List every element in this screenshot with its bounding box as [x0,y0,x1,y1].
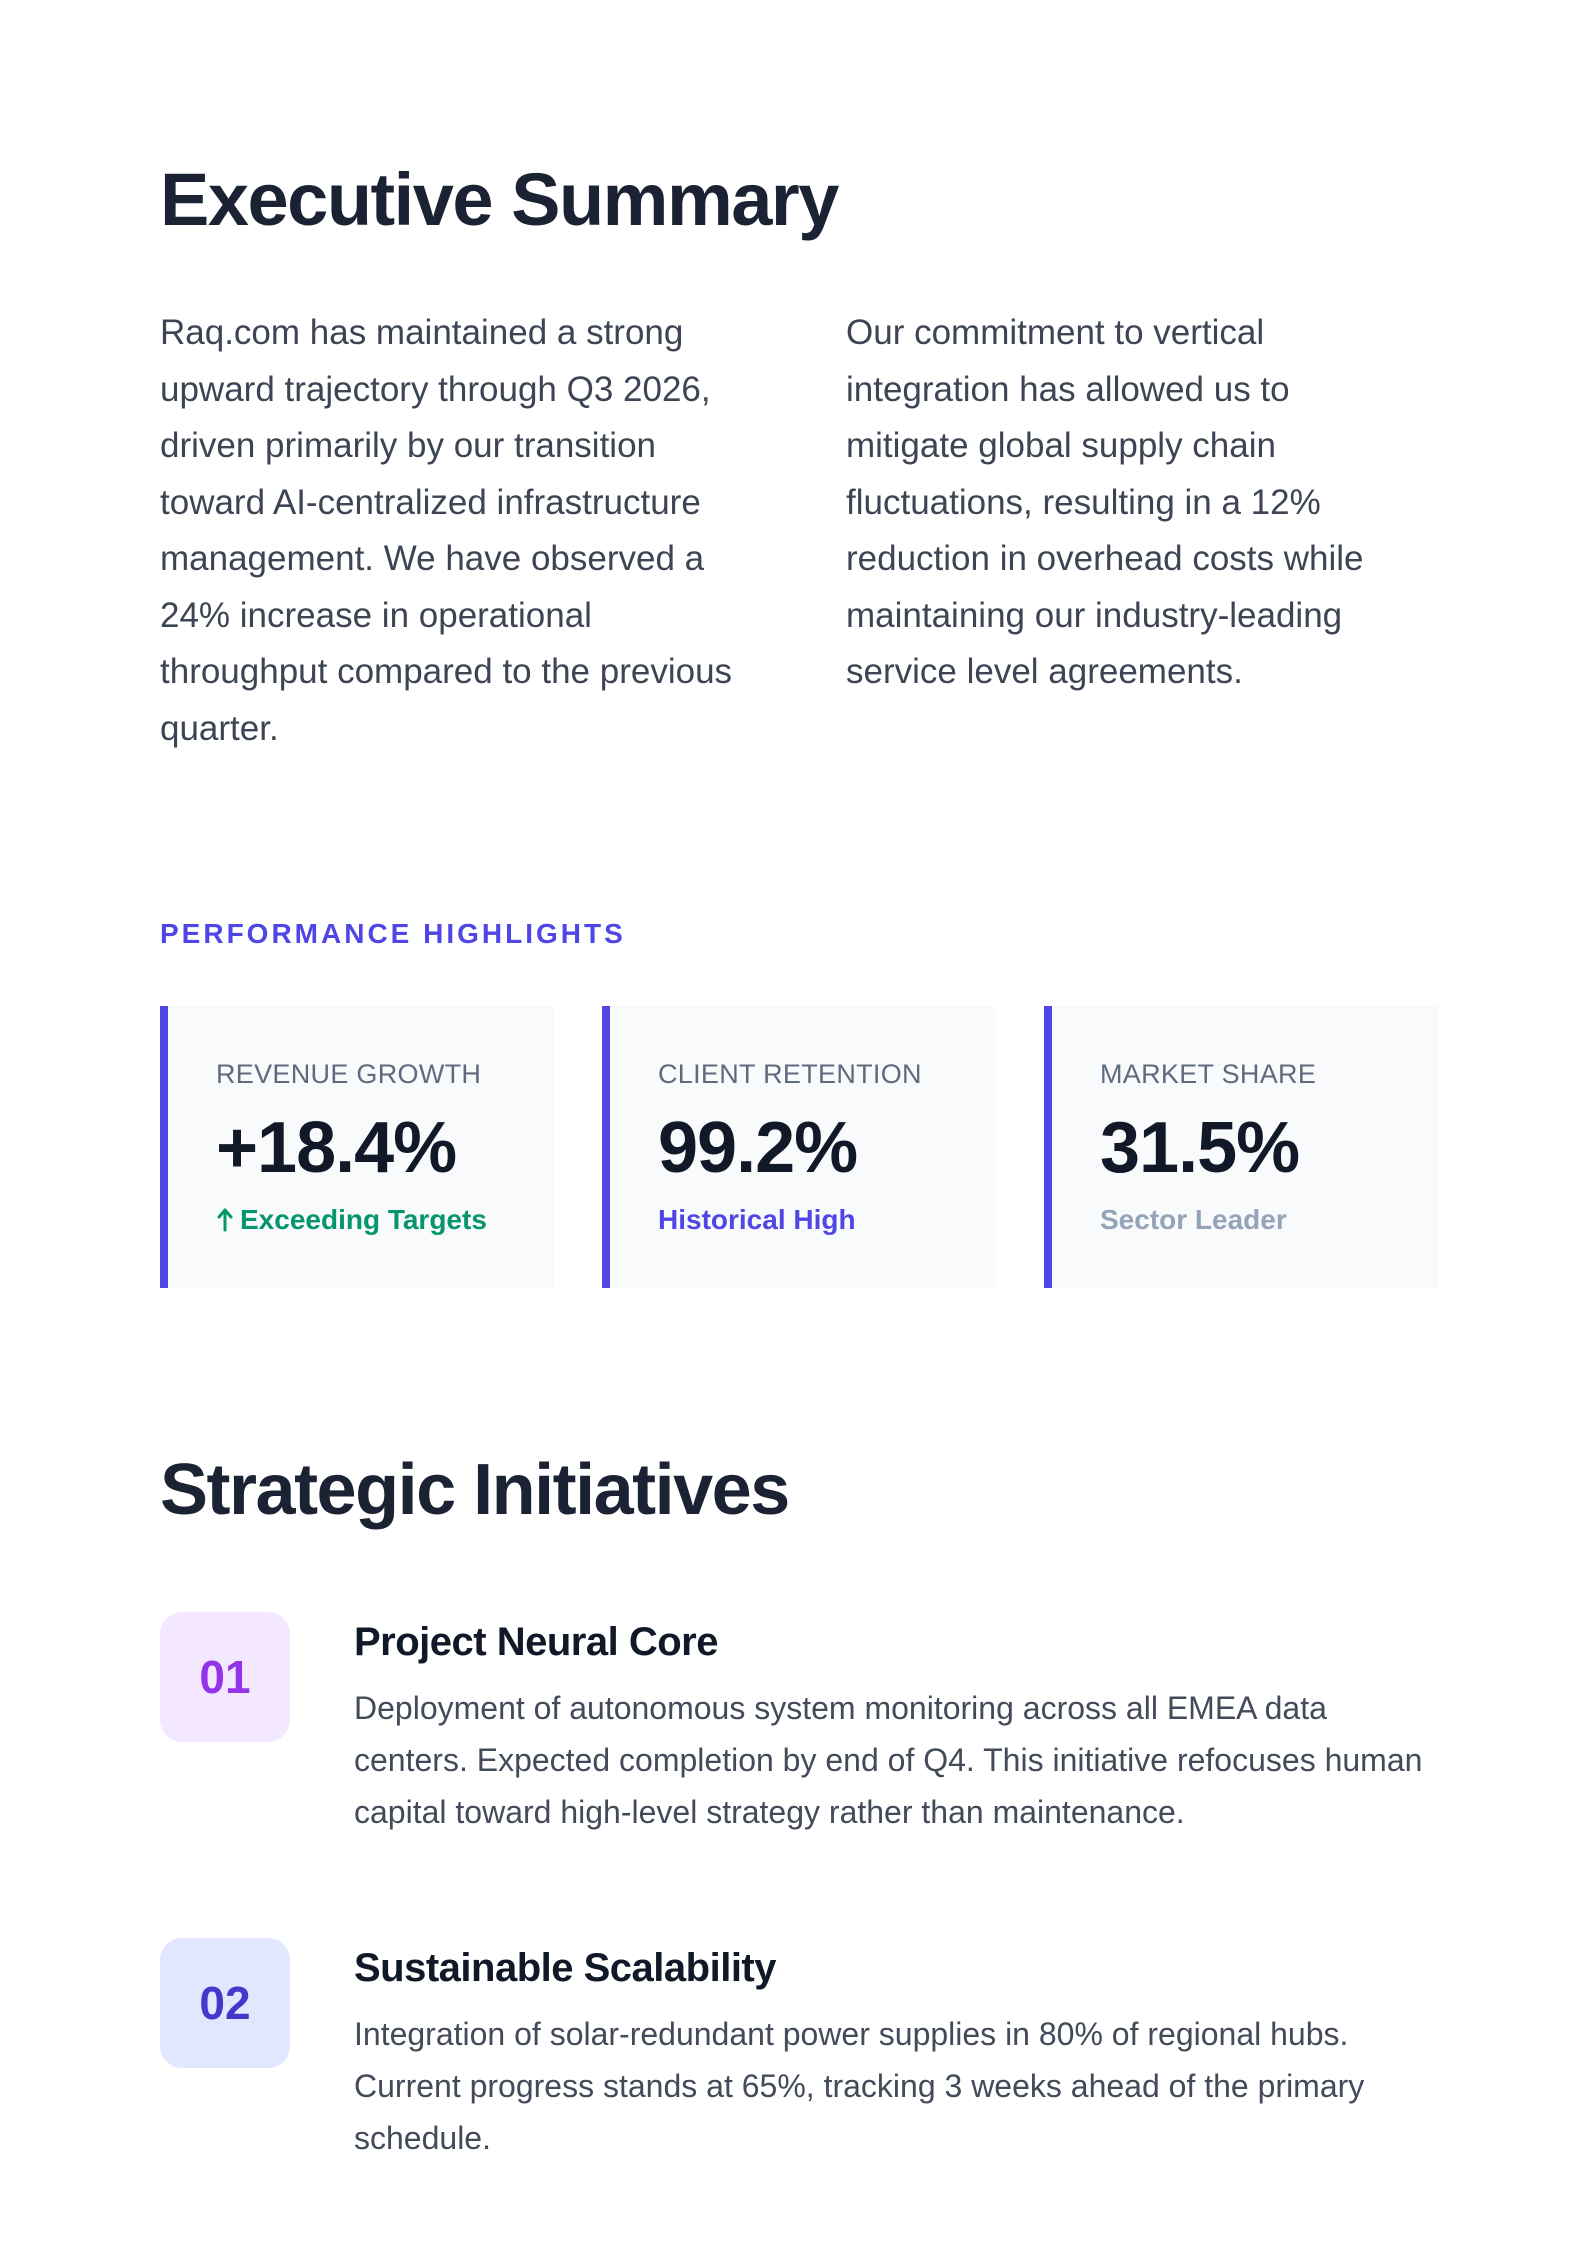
metric-card-market-share [1044,1006,1438,1288]
metric-label: CLIENT RETENTION [658,1059,922,1089]
metric-card-revenue-growth [160,1006,554,1288]
metric-note [658,1202,996,1238]
strategic-initiatives-heading: Strategic Initiatives [160,1450,789,1530]
metric-value: 99.2% [658,1108,858,1188]
performance-highlights-label: PERFORMANCE HIGHLIGHTS [160,918,626,949]
metric-value: +18.4% [216,1108,457,1188]
metric-note-text: Sector Leader [1100,1204,1287,1235]
initiative-description: Deployment of autonomous system monitoring across all EMEA data centers. Expected completion by end of Q4. This initiative refocuses human capital toward high-level strategy rather than maintenance. [354,1690,1423,1830]
metric-note [1100,1202,1438,1238]
summary-paragraph-2: Our commitment to vertical integration has allowed us to mitigate global supply chain fluctuations, resulting in a 12% reduction in overhead costs while maintaining our industry-leading service level agreements. [846,313,1364,691]
metric-value: 31.5% [1100,1108,1300,1188]
initiative-body [354,1938,1440,2164]
initiative-title: Project Neural Core [354,1620,718,1664]
metric-label: REVENUE GROWTH [216,1059,482,1089]
initiative-title: Sustainable Scalability [354,1946,776,1990]
initiative-number-badge: 02 [160,1938,290,2068]
metric-note [216,1202,554,1238]
initiative-item [160,1938,1440,2164]
metric-note-text: Exceeding Targets [240,1204,487,1235]
metric-label: MARKET SHARE [1100,1059,1317,1089]
initiative-item [160,1612,1440,1838]
executive-summary-body [160,305,1440,757]
summary-paragraph-1: Raq.com has maintained a strong upward trajectory through Q3 2026, driven primarily by our transition toward AI-centralized infrastructure management. We have observed a 24% increase in operational throughput compared to the previous quarter. [160,313,733,748]
initiative-number-badge: 01 [160,1612,290,1742]
arrow-up-icon [216,1208,234,1232]
metric-card-client-retention [602,1006,996,1288]
performance-metrics [160,1006,1440,1288]
initiative-description: Integration of solar-redundant power supplies in 80% of regional hubs. Current progress stands at 65%, tracking 3 weeks ahead of the primary schedule. [354,2016,1365,2156]
initiative-body [354,1612,1440,1838]
executive-summary-heading: Executive Summary [160,158,838,241]
metric-note-text: Historical High [658,1204,856,1235]
